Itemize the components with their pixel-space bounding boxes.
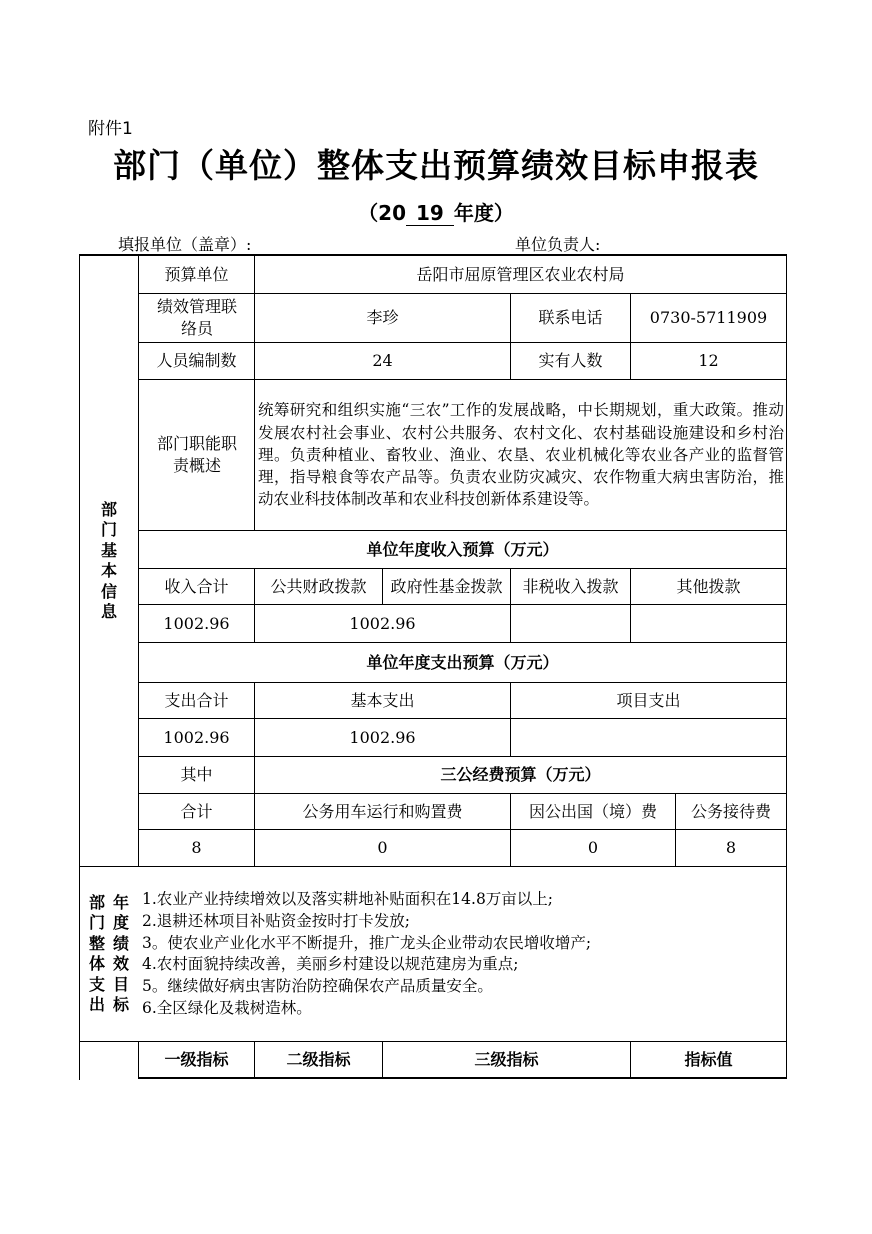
goals-char: 度 <box>112 913 129 932</box>
staff-quota-value: 24 <box>372 351 393 371</box>
grid-line <box>138 1077 787 1079</box>
section-char: 本 <box>100 561 117 580</box>
goals-char: 标 <box>112 995 129 1014</box>
three-public-reception-value: 8 <box>725 838 737 858</box>
duties-text: 统筹研究和组织实施“三农”工作的发展战略，中长期规划，重大政策。推动发展农村社会事业、农村公共服务、农村文化、农村基础设施建设和乡村治理。负责种植业、畜牧业、渔业、农垦、农业机械化等农业各产业的监督管理，指导粮食等农产品等。负责农业防灾减灾、农作物重大病虫害防治，推动农业科技体制改革和农业科技创新体系建设等。 <box>258 401 784 509</box>
duties-label: 部门职能职责概述 <box>156 434 237 475</box>
goal-item: 6.全区绿化及栽树造林。 <box>142 998 312 1017</box>
income-public-finance-value: 1002.96 <box>349 613 416 633</box>
income-total-value: 1002.96 <box>163 613 230 633</box>
section-char: 门 <box>100 520 117 539</box>
expense-project-value <box>511 719 786 756</box>
goal-item: 2.退耕还林项目补贴资金按时打卡发放; <box>142 911 411 930</box>
goals-label-col1 <box>84 867 110 1041</box>
expense-heading: 单位年度支出预算（万元） <box>366 652 559 672</box>
phone-value: 0730-5711909 <box>649 308 768 328</box>
indicator-col-level3: 三级指标 <box>474 1049 539 1069</box>
section-char: 部 <box>100 499 117 519</box>
unit-leader-label: 单位负责人: <box>515 235 601 254</box>
budget-unit-value: 岳阳市屈原管理区农业农村局 <box>416 264 625 284</box>
actual-staff-value: 12 <box>698 351 719 371</box>
income-col-non-tax: 非税收入拨款 <box>522 576 619 596</box>
three-public-col-vehicle: 公务用车运行和购置费 <box>302 801 463 821</box>
section-char: 基 <box>100 540 117 560</box>
three-public-col-total: 合计 <box>180 801 213 821</box>
goals-char: 绩 <box>112 933 129 953</box>
section-basic-info-label <box>80 256 138 866</box>
income-col-public-finance: 公共财政拨款 <box>270 576 367 596</box>
goals-char: 整 <box>88 933 105 953</box>
three-public-total-value: 8 <box>191 838 202 858</box>
budget-unit-label: 预算单位 <box>164 264 229 284</box>
annex-label: 附件1 <box>88 119 133 139</box>
goals-char: 效 <box>112 954 129 973</box>
perf-contact-label: 绩效管理联络员 <box>156 297 237 338</box>
indicator-col-level2: 二级指标 <box>286 1049 351 1069</box>
page-title: 部门（单位）整体支出预算绩效目标申报表 <box>113 146 759 185</box>
income-col-other: 其他拨款 <box>676 576 741 596</box>
fill-unit-label: 填报单位（盖章）: <box>118 235 252 254</box>
goals-char: 目 <box>112 974 129 994</box>
income-heading: 单位年度收入预算（万元） <box>366 539 559 559</box>
goals-char: 门 <box>88 913 105 932</box>
perf-contact-value: 李珍 <box>366 308 399 328</box>
goal-item: 5。继续做好病虫害防治防控确保农产品质量安全。 <box>142 977 493 996</box>
goals-char: 年 <box>112 892 129 912</box>
indicator-col-level1: 一级指标 <box>164 1049 229 1069</box>
indicator-col-value: 指标值 <box>684 1049 733 1069</box>
year-value: 19 <box>406 201 454 226</box>
goals-char: 出 <box>88 995 105 1014</box>
year-line <box>0 197 872 226</box>
expense-basic-value: 1002.96 <box>349 727 416 747</box>
three-public-col-reception: 公务接待费 <box>690 801 771 821</box>
goals-label-col2 <box>108 867 134 1041</box>
three-public-col-abroad: 因公出国（境）费 <box>528 801 657 821</box>
goals-list <box>139 867 786 1041</box>
three-public-abroad-value: 0 <box>587 838 599 858</box>
income-other-value <box>631 605 786 642</box>
income-col-total: 收入合计 <box>164 576 229 596</box>
staff-quota-label: 人员编制数 <box>156 351 237 371</box>
actual-staff-label: 实有人数 <box>538 351 603 371</box>
goal-item: 3。使农业产业化水平不断提升，推广龙头企业带动农民增收增产; <box>142 933 592 952</box>
goal-item: 4.农村面貌持续改善，美丽乡村建设以规范建房为重点; <box>142 955 519 974</box>
income-col-gov-fund: 政府性基金拨款 <box>390 576 503 596</box>
three-public-heading: 三公经费预算（万元） <box>440 765 601 785</box>
expense-col-basic: 基本支出 <box>350 690 415 710</box>
income-non-tax-value <box>511 605 630 642</box>
year-suffix: 年度） <box>453 201 514 225</box>
among-label: 其中 <box>180 765 213 785</box>
expense-col-project: 项目支出 <box>616 690 681 710</box>
table-border-right <box>786 254 787 1078</box>
phone-label: 联系电话 <box>538 308 603 328</box>
goals-char: 体 <box>88 954 105 973</box>
year-prefix: （20 <box>358 201 406 225</box>
section-char: 信 <box>100 581 117 601</box>
three-public-vehicle-value: 0 <box>377 838 388 858</box>
expense-total-value: 1002.96 <box>163 727 230 747</box>
section-char: 息 <box>100 602 117 621</box>
goals-char: 部 <box>88 892 105 912</box>
goals-char: 支 <box>88 974 105 994</box>
goal-item: 1.农业产业持续增效以及落实耕地补贴面积在14.8万亩以上; <box>142 890 554 908</box>
expense-col-total: 支出合计 <box>164 690 229 710</box>
